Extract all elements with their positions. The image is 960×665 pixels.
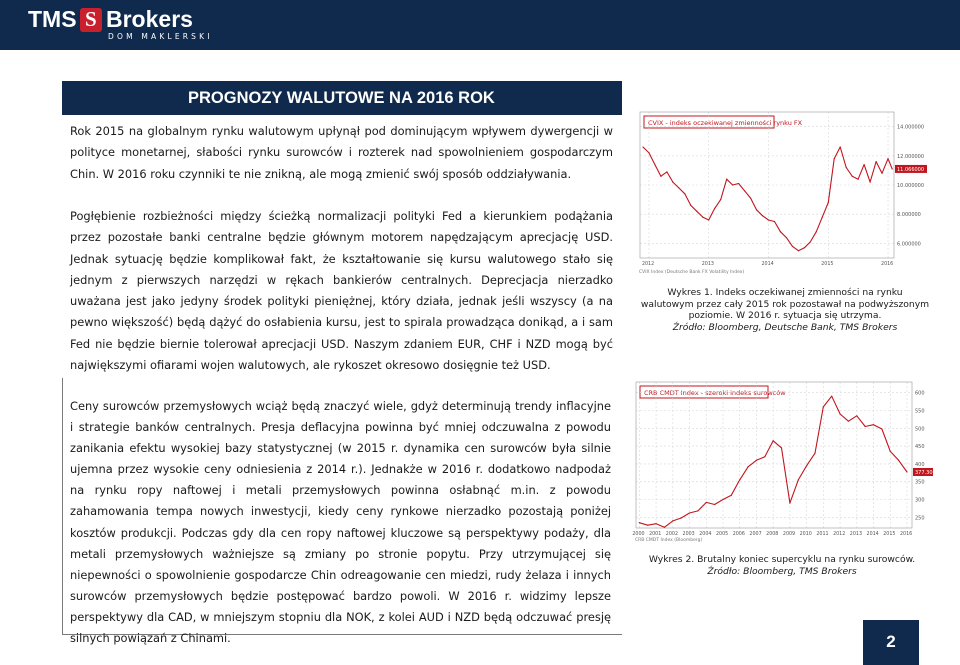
chart-y-tick-label: 8.000000	[897, 212, 921, 219]
chart-data-point	[792, 246, 793, 247]
chart-x-tick-label: 2008	[766, 532, 779, 537]
chart-data-point	[898, 460, 899, 461]
chart-data-point	[840, 146, 841, 147]
chart-cvix-caption	[640, 287, 930, 333]
chart-cvix-caption-text: Wykres 1. Indeks oczekiwanej zmienności na rynku walutowym przez cały 2015 rok pozostawał na podwyższonym poziomie. W 2016 r. sytuacja się utrzyma.	[640, 287, 930, 321]
chart-data-point	[822, 217, 823, 218]
chart-x-tick-label: 2009	[782, 532, 796, 537]
chart-data-point	[864, 164, 865, 165]
chart-data-point	[806, 465, 807, 466]
chart-x-tick-label: 2000	[632, 532, 645, 537]
chart-data-point	[747, 466, 748, 467]
chart-y-tick-label: 10.000000	[897, 183, 925, 189]
chart-x-tick-label: 2013	[849, 532, 863, 537]
chart-data-point	[697, 510, 698, 511]
chart-data-point	[648, 152, 649, 153]
chart-data-point	[823, 406, 824, 407]
chart-data-point	[654, 164, 655, 165]
chart-data-point	[738, 183, 739, 184]
logo-s-mark-icon: S	[80, 8, 102, 32]
chart-data-point	[739, 479, 740, 480]
chart-last-value-label: 11.066000	[897, 166, 925, 173]
chart-data-point	[781, 447, 782, 448]
logo-word-tms: TMS	[28, 6, 77, 32]
page-number-box	[863, 620, 919, 665]
chart-data-point	[768, 219, 769, 220]
chart-y-tick-label: 550	[915, 408, 925, 415]
page-title-bar	[62, 81, 622, 115]
chart-last-value-label: 377.30	[915, 469, 933, 476]
chart-x-tick-label: 2005	[715, 532, 729, 537]
chart-y-tick-label: 300	[915, 497, 925, 504]
chart-data-point	[639, 522, 640, 523]
chart-crb-svg	[632, 378, 934, 544]
chart-data-point	[647, 525, 648, 526]
chart-data-point	[660, 176, 661, 177]
chart-data-point	[684, 193, 685, 194]
chart-data-point	[848, 421, 849, 422]
chart-footer: CRB CMDT Index (Bloomberg)	[635, 538, 703, 543]
chart-data-point	[873, 424, 874, 425]
chart-footer: CVIX Index (Deutsche Bank FX Volatility Index)	[639, 270, 745, 275]
chart-data-point	[726, 179, 727, 180]
chart-data-point	[869, 181, 870, 182]
chart-data-point	[816, 231, 817, 232]
header-bar	[0, 0, 960, 50]
chart-data-point	[690, 205, 691, 206]
chart-x-tick-label: 2004	[699, 532, 712, 537]
chart-crb-caption	[632, 554, 932, 577]
chart-data-point	[756, 209, 757, 210]
paragraph-commodities: Ceny surowców przemysłowych wciąż będą znaczyć wiele, gdyż determinują trendy inflacyjne i strategie banków centralnych. Presja deflacyjna powinna być mniej odczuwalna z powodu zanikania efektu wysokiej bazy statystycznej (w 2015 r. dynamika cen surowców była silnie ujemna przez wysokie ceny odniesienia z 2014 r.). Jednakże w 2016 r. dodatkowo nadpodaż na rynku ropy naftowej i metali przemysłowych powinna osłabnąć m.in. z powodu zahamowania tempa nowych inwestycji, kiedy ceny rynkowe nierzadko pozostają poniżej kosztów produkcji. Podczas gdy dla cen ropy naftowej kluczowe są perspektywy podaży, dla metali przemysłowych ważniejsze są zmiany po stronie popytu. Przy utrzymującej się niepewności o spowolnienie gospodarcze Chin odreagowanie cen miedzi, rudy żelaza i innych surowców przemysłowych będzie postępować bardzo powoli. W 2016 r. widzimy lepsze perspektywy dla CAD, w mniejszym stopniu dla NOK, z kolei AUD i NZD będą odczuwać presję silnych powiązań z Chinami.	[70, 399, 611, 646]
chart-x-tick-label: 2012	[641, 262, 655, 267]
chart-data-point	[887, 158, 888, 159]
chart-x-tick-label: 2016	[881, 262, 894, 267]
chart-title: CVIX - indeks oczekiwanej zmienności rynku FX	[648, 119, 803, 127]
chart-data-point	[798, 250, 799, 251]
chart-data-point	[655, 523, 656, 524]
chart-x-tick-label: 2014	[866, 532, 879, 537]
chart-data-point	[852, 176, 853, 177]
chart-x-tick-label: 2015	[821, 262, 834, 267]
chart-data-point	[756, 460, 757, 461]
chart-data-point	[708, 219, 709, 220]
chart-data-point	[720, 199, 721, 200]
chart-y-tick-label: 12.000000	[897, 153, 925, 160]
chart-crb-source: Źródło: Bloomberg, TMS Brokers	[707, 565, 857, 577]
chart-y-tick-label: 350	[915, 479, 925, 486]
chart-data-point	[672, 181, 673, 182]
chart-data-point	[846, 167, 847, 168]
chart-data-point	[774, 221, 775, 222]
chart-data-point	[664, 527, 665, 528]
chart-data-point	[714, 504, 715, 505]
chart-y-tick-label: 600	[915, 390, 925, 397]
chart-data-point	[858, 179, 859, 180]
chart-data-point	[865, 426, 866, 427]
chart-data-point	[678, 187, 679, 188]
chart-y-tick-label: 14.000000	[897, 124, 925, 131]
chart-x-tick-label: 2016	[899, 532, 913, 537]
chart-y-tick-label: 450	[915, 444, 925, 451]
chart-data-point	[762, 215, 763, 216]
chart-data-point	[666, 171, 667, 172]
chart-data-point	[764, 456, 765, 457]
chart-data-point	[856, 415, 857, 416]
chart-x-tick-label: 2002	[665, 532, 679, 537]
paragraph-fed-divergence: Pogłębienie rozbieżności między ścieżką normalizacji polityki Fed a kierunkiem podążania przez pozostałe banki centralne będzie głównym motorem napędzającym aprecjację USD. Jednak sytuację będzie komplikował fakt, że kształtowanie się kursu walutowego stało się jednym z pierwszych narzędzi w rękach bankierów centralnych. Deprecjacja nierzadko uważana jest jako jedyny środek polityki pieniężnej, który działa, jednak jeśli wszyscy (a na pewno większość) będą dążyć do osłabienia kursu, jest to spirala prowadząca donikąd, a i sam Fed nie będzie biernie tolerował aprecjacji USD. Naszym zdaniem EUR, CHF i NZD mogą być największymi ofiarami wojen walutowych, ale rykoszet okresowo dosięgnie też USD.	[70, 209, 613, 373]
chart-data-point	[810, 241, 811, 242]
chart-data-point	[731, 495, 732, 496]
chart-cvix-svg	[636, 106, 930, 276]
section-divider-vertical	[62, 378, 63, 634]
chart-data-point	[798, 479, 799, 480]
chart-data-point	[689, 512, 690, 513]
chart-data-point	[892, 168, 893, 169]
chart-x-tick-label: 2013	[701, 262, 714, 267]
chart-data-point	[672, 520, 673, 521]
chart-data-point	[881, 428, 882, 429]
chart-y-tick-label: 500	[915, 426, 925, 433]
chart-data-point	[789, 502, 790, 503]
chart-data-point	[881, 173, 882, 174]
chart-cvix	[636, 106, 930, 276]
chart-data-point	[875, 161, 876, 162]
chart-y-tick-label: 400	[915, 461, 925, 468]
page-title: PROGNOZY WALUTOWE NA 2016 ROK	[188, 89, 495, 107]
chart-crb-caption-text: Wykres 2. Brutalny koniec supercyklu na rynku surowców.	[648, 554, 916, 565]
chart-x-tick-label: 2007	[749, 532, 762, 537]
chart-x-tick-label: 2012	[833, 532, 846, 537]
chart-title: CRB CMDT Index - szeroki indeks surowców	[644, 389, 786, 397]
chart-data-point	[839, 413, 840, 414]
chart-x-tick-label: 2003	[682, 532, 695, 537]
chart-y-tick-label: 250	[915, 515, 925, 522]
chart-data-point	[828, 202, 829, 203]
chart-data-point	[814, 453, 815, 454]
chart-data-point	[722, 499, 723, 500]
chart-data-point	[732, 184, 733, 185]
chart-x-tick-label: 2006	[732, 532, 745, 537]
page-number: 2	[886, 632, 896, 651]
chart-data-point	[834, 158, 835, 159]
logo-word-brokers: Brokers	[106, 6, 193, 32]
chart-data-point	[831, 396, 832, 397]
chart-data-point	[642, 146, 643, 147]
chart-data-point	[696, 211, 697, 212]
chart-x-tick-label: 2010	[799, 532, 812, 537]
chart-data-point	[804, 247, 805, 248]
chart-cvix-source: Źródło: Bloomberg, Deutsche Bank, TMS Brokers	[672, 321, 898, 333]
chart-crb	[632, 378, 934, 544]
chart-data-point	[750, 198, 751, 199]
chart-x-tick-label: 2015	[883, 532, 896, 537]
chart-y-tick-label: 6.000000	[897, 241, 921, 248]
chart-data-point	[744, 190, 745, 191]
chart-x-tick-label: 2014	[761, 262, 774, 267]
paragraph-intro: Rok 2015 na globalnym rynku walutowym upłynął pod dominującym wpływem dywergencji w polityce monetarnej, słabości rynku surowców i rozterek nad spowolnieniem gospodarczym Chin. W 2016 roku czynniki te nie znikną, ale mogą zmienić swój sposób oddziaływania.	[70, 124, 613, 181]
chart-data-point	[714, 208, 715, 209]
chart-x-tick-label: 2001	[649, 532, 662, 537]
chart-background	[636, 106, 930, 276]
chart-data-point	[681, 517, 682, 518]
chart-data-point	[890, 451, 891, 452]
chart-data-point	[780, 231, 781, 232]
chart-data-point	[906, 471, 907, 472]
chart-data-point	[773, 440, 774, 441]
chart-data-point	[706, 502, 707, 503]
logo-subtitle: DOM MAKLERSKI	[108, 32, 213, 41]
chart-data-point	[786, 237, 787, 238]
chart-x-tick-label: 2011	[816, 532, 829, 537]
chart-data-point	[702, 217, 703, 218]
